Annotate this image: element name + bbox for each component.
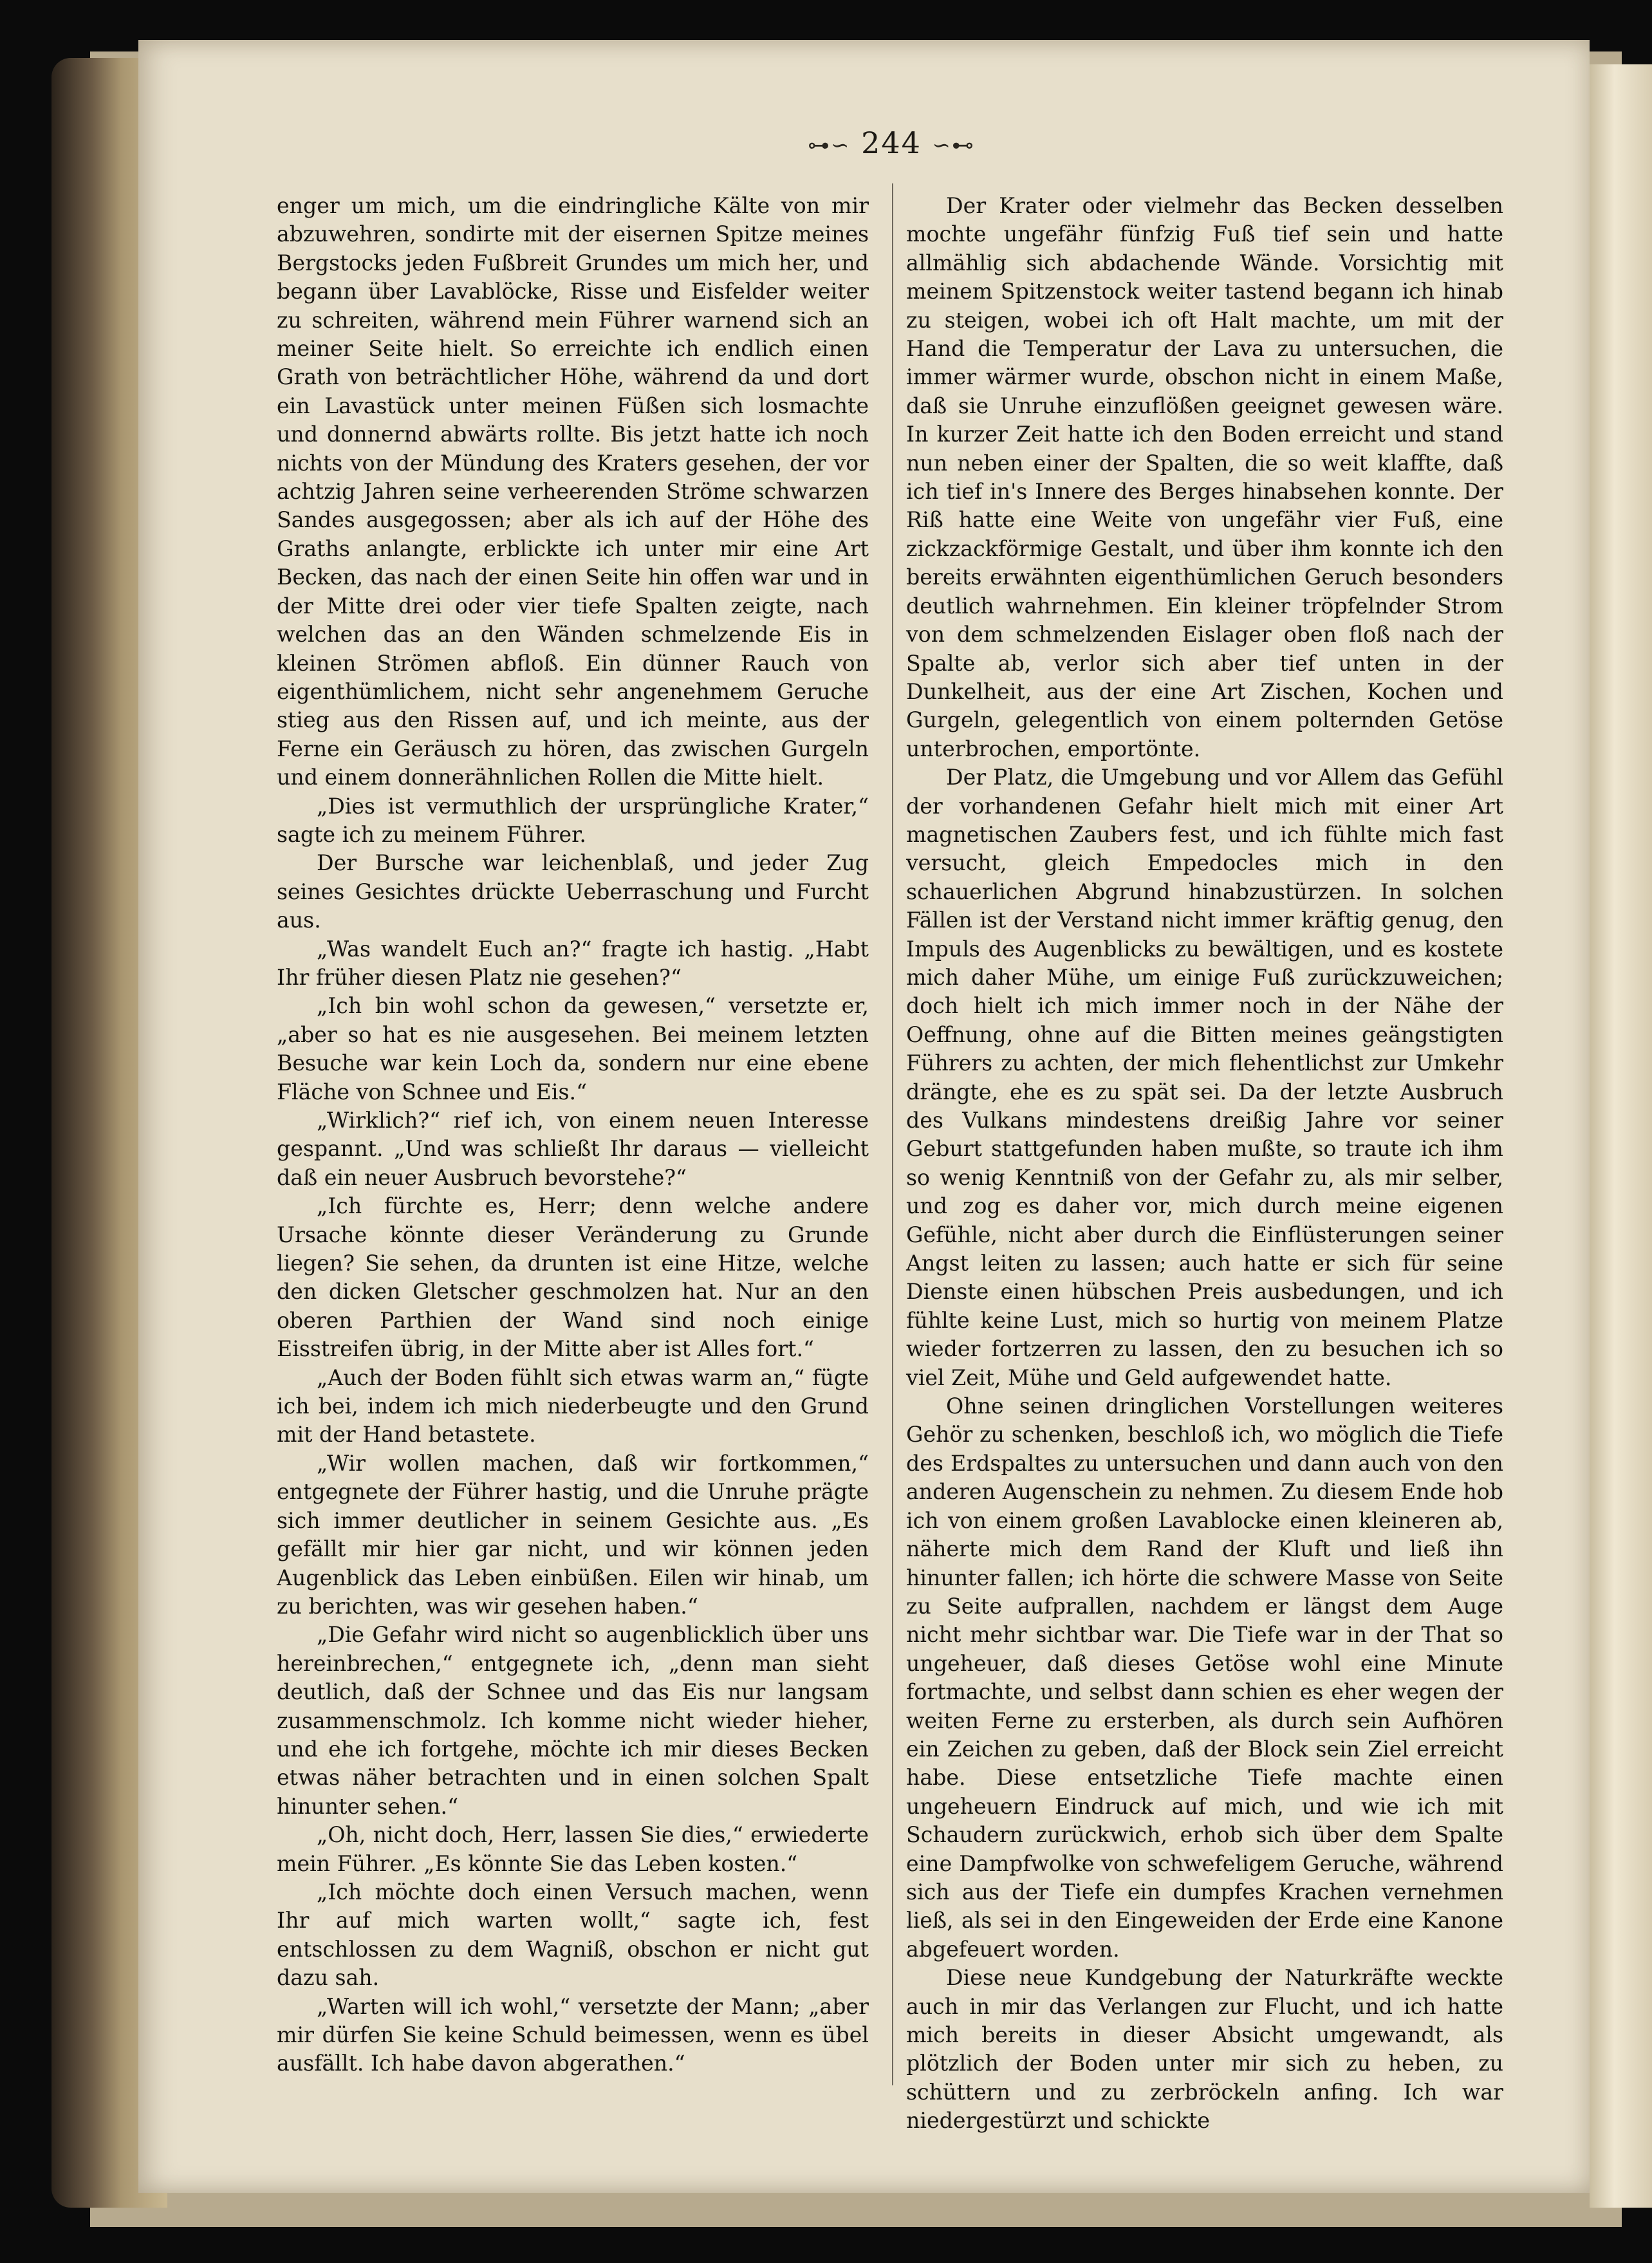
paragraph: Der Bursche war leichenblaß, und jeder Zug seines Gesichtes drückte Ueberraschung und Furcht aus. — [277, 850, 869, 933]
paragraph: „Ich fürchte es, Herr; denn welche andere Ursache könnte dieser Veränderung zu Grunde liegen? Sie sehen, da drunten ist eine Hitze, welche den dicken Gletscher geschmolzen hat. Nur an den oberen Parthien der Wand sind noch einige Eisstreifen übrig, in der Mitte aber ist Alles fort.“ — [277, 1193, 869, 1362]
column-divider — [892, 183, 893, 2085]
ornament-left-icon: ⊶∽ — [807, 133, 851, 158]
paragraph: „Dies ist vermuthlich der ursprüngliche Krater,“ sagte ich zu meinem Führer. — [277, 793, 869, 847]
paragraph: „Wir wollen machen, daß wir fortkommen,“ entgegnete der Führer hastig, und die Unruhe prägte sich immer deutlicher in seinem Gesichte aus. „Es gefällt mir hier gar nicht, und wir können jeden Augenblick das Leben einbüßen. Eilen wir hinab, um zu berichten, was wir gesehen haben.“ — [277, 1450, 869, 1619]
paragraph: Der Platz, die Umgebung und vor Allem das Gefühl der vorhandenen Gefahr hielt mich mit einer Art magnetischen Zaubers fest, und ich fühlte mich fast versucht, gleich Empedocles mich in den schauerlichen Abgrund hinabzustürzen. In solchen Fällen ist der Verstand nicht immer kräftig genug, den Impuls des Augenblicks zu bewältigen, und es kostete mich daher Mühe, um einige Fuß zurückzuweichen; doch hielt ich mich immer noch in der Nähe der Oeffnung, ohne auf die Bitten meines geängstigten Führers zu achten, der mich flehentlichst zur Umkehr drängte, ehe es zu spät sei. Da der letzte Ausbruch des Vulkans mindestens dreißig Jahre vor seiner Geburt stattgefunden haben mußte, so traute ich ihm so wenig Kenntniß von der Gefahr zu, als mir selber, und zog es daher vor, mich durch meine eigenen Gefühle, nicht aber durch die Einflüsterungen seiner Angst leiten zu lassen; auch hatte er sich für seine Dienste einen hübschen Preis ausbedungen, und ich fühlte keine Lust, mich so hurtig von meinem Platze wieder fortzerren zu lassen, den zu besuchen ich so viel Zeit, Mühe und Geld aufgewendet hatte. — [906, 765, 1503, 1390]
paragraph: „Die Gefahr wird nicht so augenblicklich über uns hereinbrechen,“ entgegnete ich, „denn man sieht deutlich, daß der Schnee und das Eis nur langsam zusammenschmolz. Ich komme nicht wieder hieher, und ehe ich fortgehe, möchte ich mir dieses Becken etwas näher betrachten und in einen solchen Spalt hinunter sehen.“ — [277, 1622, 869, 1819]
paragraph: Der Krater oder vielmehr das Becken desselben mochte ungefähr fünfzig Fuß tief sein und hatte allmählig sich abdachende Wände. Vorsichtig mit meinem Spitzenstock weiter tastend begann ich hinab zu steigen, wobei ich oft Halt machte, um mit der Hand die Temperatur der Lava zu untersuchen, die immer wärmer wurde, obschon nicht in einem Maße, daß sie Unruhe einzuflößen geeignet gewesen wäre. In kurzer Zeit hatte ich den Boden erreicht und stand nun neben einer der Spalten, die so weit klaffte, daß ich tief in's Innere des Berges hinabsehen konnte. Der Riß hatte eine Weite von ungefähr vier Fuß, eine zickzackförmige Gestalt, und über ihm konnte ich den bereits erwähnten eigenthümlichen Geruch besonders deutlich wahrnehmen. Ein kleiner tröpfelnder Strom von dem schmelzenden Eislager oben floß nach der Spalte ab, verlor sich aber tief unten in der Dunkelheit, aus der eine Art Zischen, Kochen und Gurgeln, gelegentlich von einem polternden Getöse unterbrochen, emportönte. — [906, 193, 1503, 761]
paragraph: „Auch der Boden fühlt sich etwas warm an,“ fügte ich bei, indem ich mich niederbeugte und den Grund mit der Hand betastete. — [277, 1364, 869, 1448]
paragraph: „Was wandelt Euch an?“ fragte ich hastig. „Habt Ihr früher diesen Platz nie gesehen?“ — [277, 936, 869, 990]
paragraph: Diese neue Kundgebung der Naturkräfte weckte auch in mir das Verlangen zur Flucht, und ich hatte mich bereits in dieser Absicht umgewandt, als plötzlich der Boden unter mir sich zu heben, zu schüttern und zu zerbröckeln anfing. Ich war niedergestürzt und schickte — [906, 1965, 1503, 2134]
paragraph: enger um mich, um die eindringliche Kälte von mir abzuwehren, sondirte mit der eisernen Spitze meines Bergstocks jeden Fußbreit Grundes um mich her, und begann über Lavablöcke, Risse und Eisfelder weiter zu schreiten, während mein Führer warnend sich an meiner Seite hielt. So erreichte ich endlich einen Grath von beträchtlicher Höhe, während da und dort ein Lavastück unter meinen Füßen sich losmachte und donnernd abwärts rollte. Bis jetzt hatte ich noch nichts von der Mündung des Kraters gesehen, der vor achtzig Jahren seine verheerenden Ströme schwarzen Sandes ausgegossen; aber als ich auf der Höhe des Graths anlangte, erblickte ich unter mir eine Art Becken, das nach der einen Seite hin offen war und in der Mitte drei oder vier tiefe Spalten zeigte, nach welchen das an den Wänden schmelzende Eis in kleinen Strömen abfloß. Ein dünner Rauch von eigenthümlichem, nicht sehr angenehmem Geruche stieg aus den Rissen auf, und ich meinte, aus der Ferne ein Geräusch zu hören, das zwischen Gurgeln und einem donnerähnlichen Rollen die Mitte hielt. — [277, 193, 869, 790]
paragraph: „Oh, nicht doch, Herr, lassen Sie dies,“ erwiederte mein Führer. „Es könnte Sie das Leben kosten.“ — [277, 1822, 869, 1876]
text-column-left — [277, 192, 869, 2076]
page-leaves-edge — [1590, 64, 1652, 2208]
page-number-value: 244 — [861, 126, 922, 160]
page-number — [788, 126, 994, 160]
paragraph: „Ich bin wohl schon da gewesen,“ versetzte er, „aber so hat es nie ausgesehen. Bei meinem letzten Besuche war kein Loch da, sondern nur eine ebene Fläche von Schnee und Eis.“ — [277, 993, 869, 1104]
text-column-right — [906, 192, 1503, 2134]
paragraph: „Wirklich?“ rief ich, von einem neuen Interesse gespannt. „Und was schließt Ihr daraus — vielleicht daß ein neuer Ausbruch bevorstehe?“ — [277, 1108, 869, 1190]
paragraph: „Warten will ich wohl,“ versetzte der Mann; „aber mir dürfen Sie keine Schuld beimessen, wenn es übel ausfällt. Ich habe davon abgerathen.“ — [277, 1993, 869, 2076]
ornament-right-icon: ∽⊷ — [932, 133, 976, 158]
paragraph: Ohne seinen dringlichen Vorstellungen weiteres Gehör zu schenken, beschloß ich, wo möglich die Tiefe des Erdspaltes zu untersuchen und dann auch von den anderen Augenschein zu nehmen. Zu diesem Ende hob ich von einem großen Lavablocke einen kleineren ab, näherte mich dem Rand der Kluft und ließ ihn hinunter fallen; ich hörte die schwere Masse von Seite zu Seite aufprallen, nachdem er längst dem Auge nicht mehr sichtbar war. Die Tiefe war in der That so ungeheuer, daß dieses Getöse wohl eine Minute fortmachte, und selbst dann schien es eher wegen der weiten Ferne zu ersterben, als durch sein Aufhören ein Zeichen zu geben, daß der Block sein Ziel erreicht habe. Diese entsetzliche Tiefe machte einen ungeheuern Eindruck auf mich, und wie ich mit Schaudern zurückwich, erhob sich über dem Spalte eine Dampfwolke von schwefeligem Geruche, während sich aus der Tiefe ein dumpfes Krachen vernehmen ließ, als sei in den Eingeweiden der Erde eine Kanone abgefeuert worden. — [906, 1393, 1503, 1962]
paragraph: „Ich möchte doch einen Versuch machen, wenn Ihr auf mich warten wollt,“ sagte ich, fest entschlossen zu dem Wagniß, obschon er nicht gut dazu sah. — [277, 1879, 869, 1991]
